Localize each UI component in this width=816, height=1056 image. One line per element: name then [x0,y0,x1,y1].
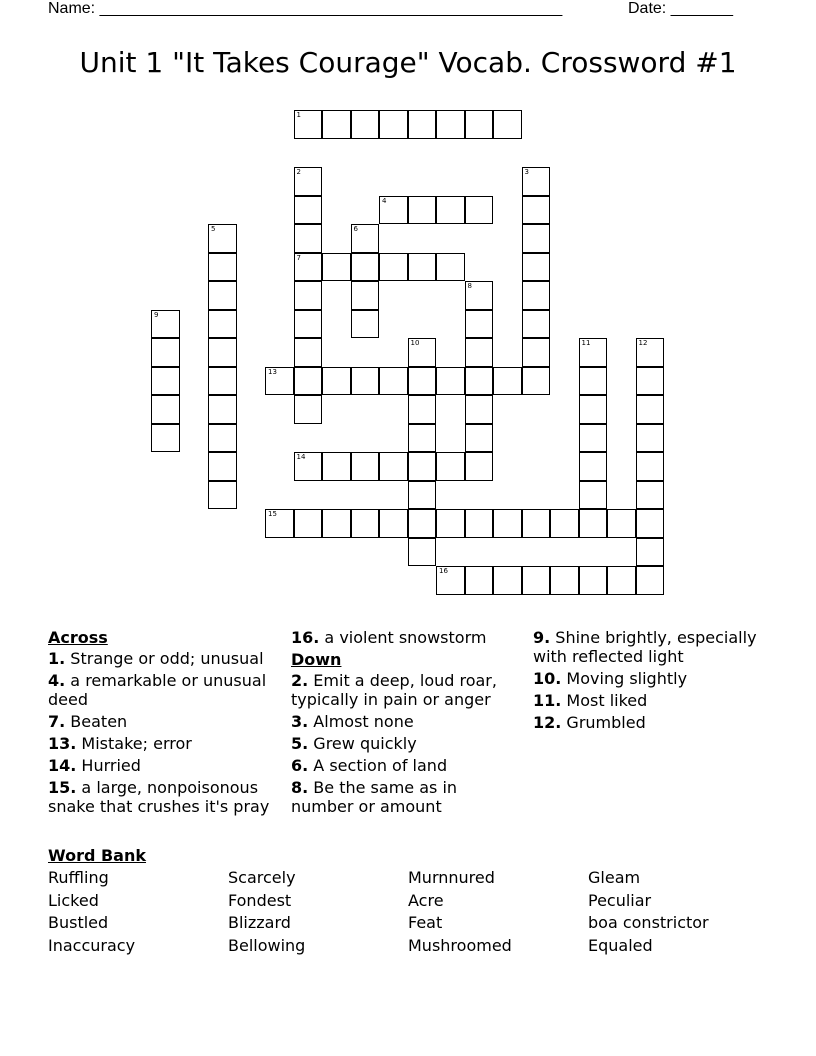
grid-cell[interactable] [636,338,665,367]
grid-cell[interactable] [265,367,294,396]
grid-cell[interactable] [208,338,237,367]
grid-cell[interactable] [408,509,437,538]
grid-cell[interactable] [408,481,437,510]
grid-cell[interactable] [408,424,437,453]
grid-cell[interactable] [493,566,522,595]
clue-down-10: 10. Moving slightly [533,669,688,688]
grid-cell[interactable] [408,110,437,139]
word-bank-item: Scarcely [228,868,296,887]
grid-cell[interactable] [379,367,408,396]
grid-cell[interactable] [379,452,408,481]
cell-number: 12 [638,339,648,347]
grid-cell[interactable] [151,424,180,453]
grid-cell[interactable] [379,196,408,225]
grid-cell[interactable] [294,338,323,367]
cell-number: 13 [268,367,277,376]
grid-cell[interactable] [522,196,551,225]
cell-number: 7 [296,253,301,262]
grid-cell[interactable] [522,253,551,282]
word-bank-item: Mushroomed [408,936,512,956]
grid-cell[interactable] [436,196,465,225]
grid-cell[interactable] [579,338,608,367]
clue-down-3: 3. Almost none [291,712,414,731]
word-bank-item: Bustled [48,913,109,933]
grid-cell[interactable] [436,253,465,282]
clue-down-12: 12. Grumbled [533,713,646,732]
clue-down-5: 5. Grew quickly [291,734,417,753]
cell-number: 9 [154,310,159,319]
grid-cell[interactable] [522,566,551,595]
grid-cell[interactable] [351,452,380,481]
grid-cell[interactable] [465,424,494,453]
grid-cell[interactable] [408,338,437,367]
cell-number: 5 [211,225,216,233]
grid-cell[interactable] [294,196,323,225]
clue-down-2: 2. Emit a deep, loud roar, typically in pain or anger [291,671,497,709]
grid-cell[interactable] [579,509,608,538]
grid-cell[interactable] [522,167,551,196]
grid-cell[interactable] [579,367,608,396]
grid-cell[interactable] [579,395,608,424]
grid-cell[interactable] [208,224,237,253]
grid-cell[interactable] [208,310,237,339]
word-bank-item: Feat [408,913,443,933]
grid-cell[interactable] [408,538,437,567]
grid-cell[interactable] [436,367,465,396]
grid-cell[interactable] [522,509,551,538]
clue-across-13: 13. Mistake; error [48,734,192,753]
cell-number: 6 [353,225,358,233]
grid-cell[interactable] [322,509,351,538]
grid-cell[interactable] [265,509,294,538]
clue-across-16: 16. a violent snowstorm [291,628,487,647]
grid-cell[interactable] [151,367,180,396]
clue-down-6: 6. A section of land [291,756,448,775]
grid-cell[interactable] [436,110,465,139]
grid-cell[interactable] [579,424,608,453]
word-bank-item: Acre [408,890,444,910]
clue-across-15: 15. a large, nonpoisonous snake that crushes it's pray [48,778,270,816]
grid-cell[interactable] [522,281,551,310]
name-line: Name: ____________________________________________________ [48,0,563,17]
grid-cell[interactable] [294,395,323,424]
grid-cell[interactable] [351,310,380,339]
grid-cell[interactable] [522,338,551,367]
grid-cell[interactable] [636,424,665,453]
grid-cell[interactable] [465,452,494,481]
grid-cell[interactable] [208,253,237,282]
grid-cell[interactable] [294,509,323,538]
grid-cell[interactable] [408,395,437,424]
grid-cell[interactable] [607,566,636,595]
cell-number: 8 [467,282,472,290]
grid-cell[interactable] [522,367,551,396]
grid-cell[interactable] [436,509,465,538]
grid-cell[interactable] [322,452,351,481]
grid-cell[interactable] [208,281,237,310]
grid-cell[interactable] [522,224,551,253]
cell-number: 3 [524,168,529,176]
cell-number: 4 [382,196,387,205]
grid-cell[interactable] [465,566,494,595]
grid-cell[interactable] [408,452,437,481]
clue-down-8: 8. Be the same as in number or amount [291,778,458,816]
grid-cell[interactable] [579,481,608,510]
grid-cell[interactable] [465,110,494,139]
grid-cell[interactable] [408,253,437,282]
grid-cell[interactable] [294,224,323,253]
grid-cell[interactable] [322,367,351,396]
grid-cell[interactable] [436,452,465,481]
grid-cell[interactable] [465,509,494,538]
grid-cell[interactable] [322,253,351,282]
clue-across-1: 1. Strange or odd; unusual [48,649,264,668]
word-bank-item: Blizzard [228,913,291,933]
grid-cell[interactable] [151,338,180,367]
word-bank-heading: Word Bank [48,846,147,865]
grid-cell[interactable] [522,310,551,339]
grid-cell[interactable] [294,310,323,339]
grid-cell[interactable] [351,367,380,396]
grid-cell[interactable] [208,395,237,424]
grid-cell[interactable] [550,509,579,538]
cell-number: 14 [296,453,306,461]
grid-cell[interactable] [636,395,665,424]
clue-column-1 [48,628,283,819]
clue-down-9: 9. Shine brightly, especially with reflected light [533,628,757,666]
grid-cell[interactable] [208,367,237,396]
grid-cell[interactable] [465,338,494,367]
grid-cell[interactable] [294,452,323,481]
grid-cell[interactable] [294,110,323,139]
clue-across-7: 7. Beaten [48,712,128,731]
grid-cell[interactable] [465,196,494,225]
grid-cell[interactable] [465,367,494,396]
grid-cell[interactable] [607,509,636,538]
grid-cell[interactable] [550,566,579,595]
word-bank-item: Ruffling [48,868,109,887]
grid-cell[interactable] [379,110,408,139]
grid-cell[interactable] [151,395,180,424]
cell-number: 11 [581,339,591,347]
grid-cell[interactable] [351,253,380,282]
grid-cell[interactable] [465,281,494,310]
grid-cell[interactable] [208,481,237,510]
grid-cell[interactable] [351,224,380,253]
word-bank-item: Bellowing [228,936,306,956]
grid-cell[interactable] [636,452,665,481]
grid-cell[interactable] [351,509,380,538]
grid-cell[interactable] [493,110,522,139]
word-bank-item: Equaled [588,936,653,956]
grid-cell[interactable] [322,110,351,139]
grid-cell[interactable] [294,167,323,196]
grid-cell[interactable] [408,367,437,396]
grid-cell[interactable] [208,424,237,453]
grid-cell[interactable] [636,481,665,510]
grid-cell[interactable] [408,196,437,225]
word-bank-item: boa constrictor [588,913,709,933]
across-heading: Across [48,628,108,647]
grid-cell[interactable] [579,566,608,595]
clue-column-2 [291,628,521,819]
clue-down-11: 11. Most liked [533,691,648,710]
word-bank-item: Gleam [588,868,641,887]
grid-cell[interactable] [493,509,522,538]
date-line: Date: _______ [628,0,733,17]
grid-cell[interactable] [151,310,180,339]
grid-cell[interactable] [465,310,494,339]
cell-number: 2 [296,168,301,176]
grid-cell[interactable] [294,367,323,396]
grid-cell[interactable] [465,395,494,424]
grid-cell[interactable] [379,253,408,282]
clue-column-3 [533,628,768,735]
word-bank-item: Murnnured [408,868,495,887]
word-bank-item: Peculiar [588,890,652,910]
grid-cell[interactable] [294,253,323,282]
grid-cell[interactable] [351,281,380,310]
word-bank-item: Licked [48,890,99,910]
cell-number: 16 [439,567,448,575]
down-heading: Down [291,650,342,669]
grid-cell[interactable] [436,566,465,595]
word-bank-item: Inaccuracy [48,936,136,956]
grid-cell[interactable] [351,110,380,139]
clue-across-14: 14. Hurried [48,756,141,775]
word-bank-item: Fondest [228,890,292,910]
page-title: Unit 1 "It Takes Courage" Vocab. Crossword #1 [79,46,737,79]
grid-cell[interactable] [493,367,522,396]
cell-number: 10 [410,339,420,347]
grid-cell[interactable] [579,452,608,481]
cell-number: 15 [268,510,277,518]
grid-cell[interactable] [294,281,323,310]
grid-cell[interactable] [636,566,665,595]
grid-cell[interactable] [208,452,237,481]
grid-cell[interactable] [379,509,408,538]
grid-cell[interactable] [636,509,665,538]
grid-cell[interactable] [636,538,665,567]
clue-across-4: 4. a remarkable or unusual deed [48,671,267,709]
cell-number: 1 [296,111,301,119]
grid-cell[interactable] [636,367,665,396]
